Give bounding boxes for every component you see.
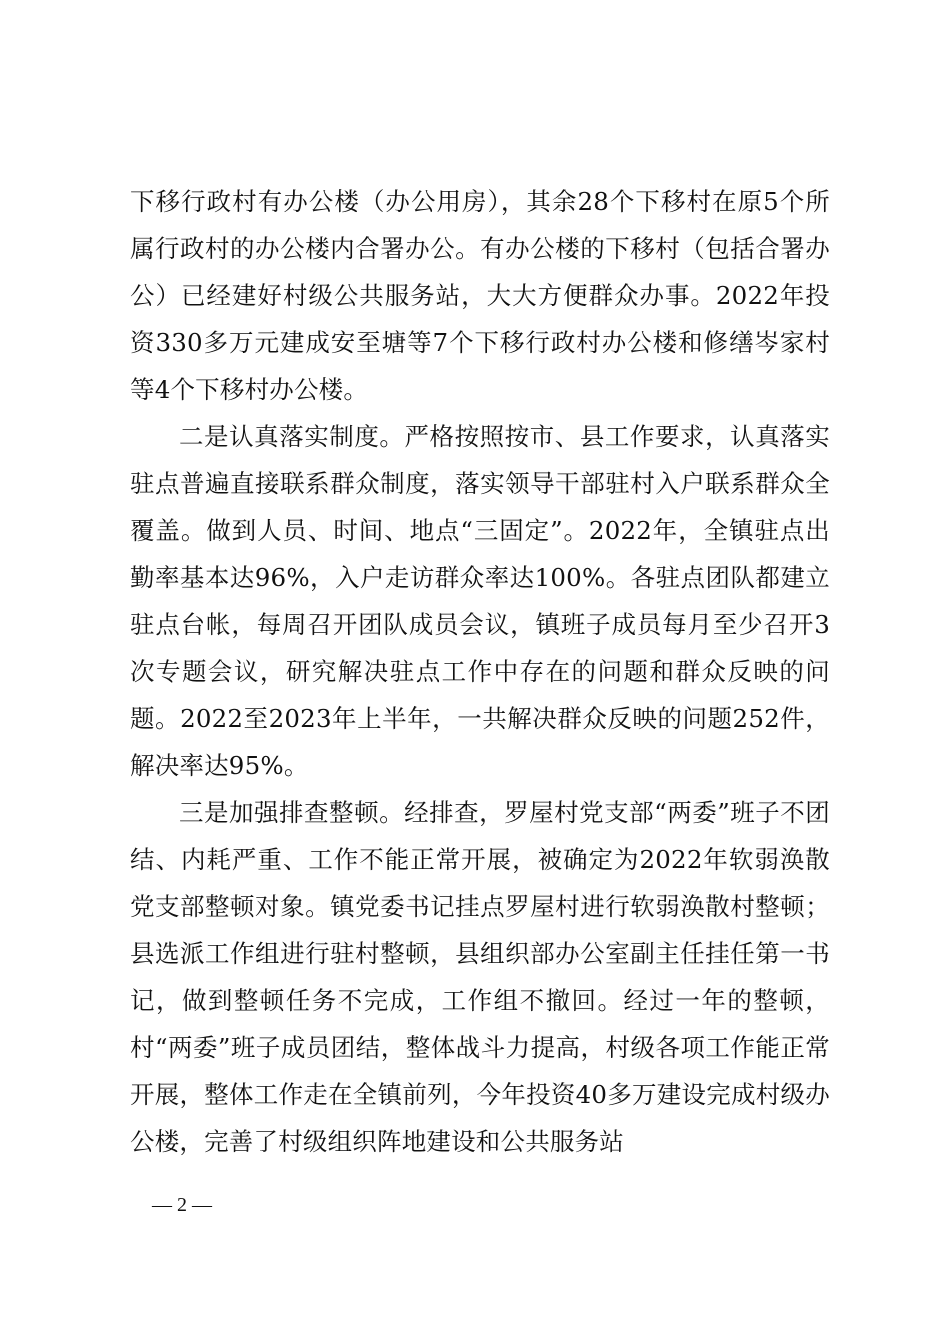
page-number: — 2 — [152, 1194, 212, 1216]
paragraph-rectification: 三是加强排查整顿。经排查，罗屋村党支部“两委”班子不团结、内耗严重、工作不能正常开展，被确定为2022年软弱涣散党支部整顿对象。镇党委书记挂点罗屋村进行软弱涣散村整顿；县选派工作组进行驻村整顿，县组织部办公室副主任挂任第一书记，做到整顿任务不完成，工作组不撤回。经过一年的整顿，村“两委”班子成员团结，整体战斗力提高，村级各项工作能正常开展，整体工作走在全镇前列，今年投资40多万建设完成村级办公楼，完善了村级组织阵地建设和公共服务站 [130, 798, 830, 1156]
document-body [130, 178, 830, 1165]
paragraph-implement-system: 二是认真落实制度。严格按照按市、县工作要求，认真落实驻点普遍直接联系群众制度，落实领导干部驻村入户联系群众全覆盖。做到人员、时间、地点“三固定”。2022年，全镇驻点出勤率基本达96%，入户走访群众率达100%。各驻点团队都建立驻点台帐，每周召开团队成员会议，镇班子成员每月至少召开3次专题会议，研究解决驻点工作中存在的问题和群众反映的问题。2022至2023年上半年，一共解决群众反映的问题252件，解决率达95%。 [130, 422, 830, 780]
paragraph-office-buildings: 下移行政村有办公楼（办公用房），其余28个下移村在原5个所属行政村的办公楼内合署办公。有办公楼的下移村（包括合署办公）已经建好村级公共服务站，大大方便群众办事。2022年投资330多万元建成安至塘等7个下移行政村办公楼和修缮岑家村等4个下移村办公楼。 [130, 187, 830, 404]
